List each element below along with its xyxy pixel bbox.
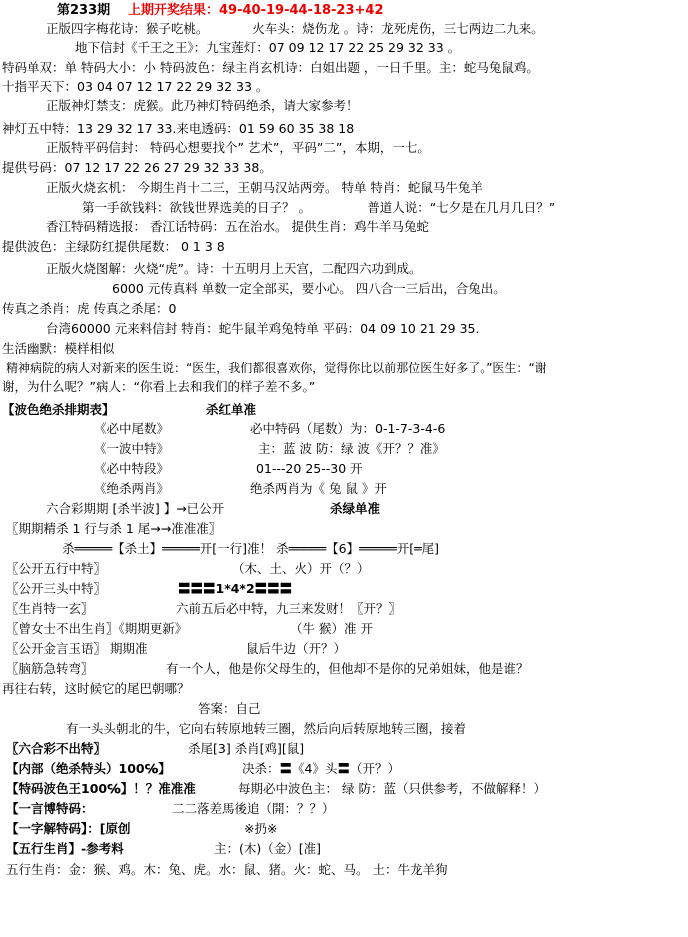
- row-value: 〓〓〓1*4*2〓〓〓: [178, 581, 293, 596]
- row-value: 主：蓝 波 防：绿 波《开？？准》: [258, 441, 445, 456]
- text-line: 五行生肖：金：猴、鸡。木：兔、虎。水：鼠、猪。火：蛇、马。 土：牛龙羊狗: [6, 862, 448, 877]
- text-line: 有一头头朝北的牛，它向右转原地转三圈，然后向后转原地转三圈，接着: [66, 721, 467, 736]
- text-line: 精神病院的病人对新来的医生说：“医生，我们都很喜欢你，觉得你比以前那位医生好多了。”医生：“谢: [6, 361, 547, 375]
- text-line: 正版火烧图解：火烧“虎”。诗：十五明月上天宫，二配四六功到成。: [46, 261, 422, 276]
- section-title: 杀红单准: [206, 402, 257, 417]
- section-title: 杀绿单准: [330, 501, 381, 516]
- row-value: 六前五后必中特，九三来发财！〖开？〗: [176, 601, 402, 616]
- row-label: 〖生肖特一玄〗: [6, 601, 94, 616]
- row-value: 绝杀两肖为《 兔 鼠 》开: [250, 481, 387, 496]
- row-value: （木、土、火）开（？）: [232, 561, 370, 576]
- row-value: 必中特码（尾数）为：0-1-7-3-4-6: [250, 421, 446, 436]
- row-label: 《必中特段》: [94, 461, 170, 476]
- row-label: 〖公开三头中特〗: [6, 581, 107, 596]
- text-line: 传真之杀肖：虎 传真之杀尾：0: [2, 301, 177, 316]
- text-line: 正版神灯禁支：虎猴。此乃神灯特码绝杀，请大家参考！: [46, 98, 359, 113]
- row-value: 杀尾[3] 杀肖[鸡][鼠]: [188, 741, 305, 756]
- row-value: 决杀：〓《4》头〓（开？）: [242, 761, 400, 776]
- text-line: 正版火烧玄机： 今期生肖十二三，王朝马汉站两旁。 特单 特肖：蛇鼠马牛兔羊: [46, 180, 483, 195]
- section-title: 【波色绝杀排期表】: [2, 402, 115, 417]
- row-value: （牛 猴）准 开: [290, 621, 373, 636]
- row-label: 【内部（绝杀特头）100℅】: [6, 761, 171, 776]
- row-label: 《一波中特》: [94, 441, 170, 456]
- text-line: 台湾60000 元来料信封 特肖：蛇牛鼠羊鸡兔特单 平码：04 09 10 21 29 35.: [46, 321, 480, 336]
- row-label: 《绝杀两肖》: [94, 481, 170, 496]
- row-label: 【一言博特码：: [6, 801, 94, 816]
- text-line: 提供波色：主绿防红提供尾数： 0 1 3 8: [2, 239, 225, 254]
- row-label: 《必中尾数》: [94, 421, 170, 436]
- text-line: 神灯五中特：13 29 32 17 33.来电透码：01 59 60 35 38 18: [2, 121, 355, 136]
- row-label: 【一字解特码】：[原创: [6, 821, 131, 836]
- text-line: 6000 元传真料 单数一定全部买，要小心。 四八合一三后出，合兔出。: [112, 281, 506, 296]
- text-line: 正版四字梅花诗：猴子吃桃。 火车头：烧伤龙 。诗：龙死虎伤，三七两边二九来。: [46, 21, 544, 36]
- row-value: 主：(木)（金）[准]: [214, 841, 322, 856]
- text-line: 提供号码：07 12 17 22 26 27 29 32 33 38。: [2, 160, 272, 175]
- issue-number: 第233期: [57, 3, 111, 18]
- text-line: 谢，为什么呢？”病人：“你看上去和我们的样子差不多。”: [2, 379, 316, 394]
- row-label: 〖曾女士不出生肖〗《期期更新》: [6, 621, 188, 636]
- text-line: 杀═════【杀土】═════开[一行]准！ 杀═════【6】═════开[═尾]: [62, 541, 439, 556]
- text-line: 再往右转，这时候它的尾巴朝哪？: [2, 681, 190, 696]
- row-label: 【特码波色王100℅】！？准准准: [6, 781, 196, 796]
- text-line: 第一手欲钱料：欲钱世界选美的日子？ 。 普道人说：“七夕是在几月几日？”: [82, 200, 556, 215]
- row-value: 01---20 25--30 开: [256, 461, 363, 476]
- row-value: 鼠后牛边（开？）: [246, 641, 347, 656]
- text-line: 地下信封《千王之王》：九宝莲灯：07 09 12 17 22 25 29 32 33 。: [75, 40, 461, 55]
- last-result: 上期开奖结果：49-40-19-44-18-23+42: [128, 3, 384, 18]
- row-label: 〖六合彩不出特〗: [6, 741, 107, 756]
- text-line: 正版特平码信封： 特码心想要找个” 艺术”，平码”二”，本期，一七。: [46, 140, 430, 155]
- text-line: 答案：自己: [198, 701, 261, 716]
- row-label: 〖公开金言玉语〗 期期准: [6, 641, 148, 656]
- text-line: 特码单双：单 特码大小：小 特码波色：绿主肖玄机诗：白姐出题 ，一日千里。主：蛇马兔鼠鸡。: [2, 60, 539, 75]
- row-value: 每期必中波色主： 绿 防：蓝（只供参考，不做解释！）: [238, 781, 546, 796]
- text-line: 生活幽默：模样相似: [2, 341, 115, 356]
- row-label: 〖脑筋急转弯〗: [6, 661, 94, 676]
- row-value: ※扔※: [244, 821, 278, 836]
- row-value: 有一个人，他是你父母生的，但他却不是你的兄弟姐妹，他是谁？: [166, 661, 529, 676]
- text-line: 〖期期精杀 1 行与杀 1 尾→→准准准〗: [6, 521, 222, 536]
- row-value: 二二落差馬後追（開：？？）: [172, 801, 335, 816]
- text-line: 十指平天下：03 04 07 12 17 22 29 32 33 。: [2, 79, 269, 94]
- row-label: 〖公开五行中特〗: [6, 561, 107, 576]
- row-label: 【五行生肖】-参考料: [6, 841, 124, 856]
- text-line: 六合彩期期 [杀半波] 】→已公开: [46, 501, 225, 516]
- text-line: 香江特码精选报： 香江话特码：五在治水。 提供生肖：鸡牛羊马兔蛇: [46, 219, 429, 234]
